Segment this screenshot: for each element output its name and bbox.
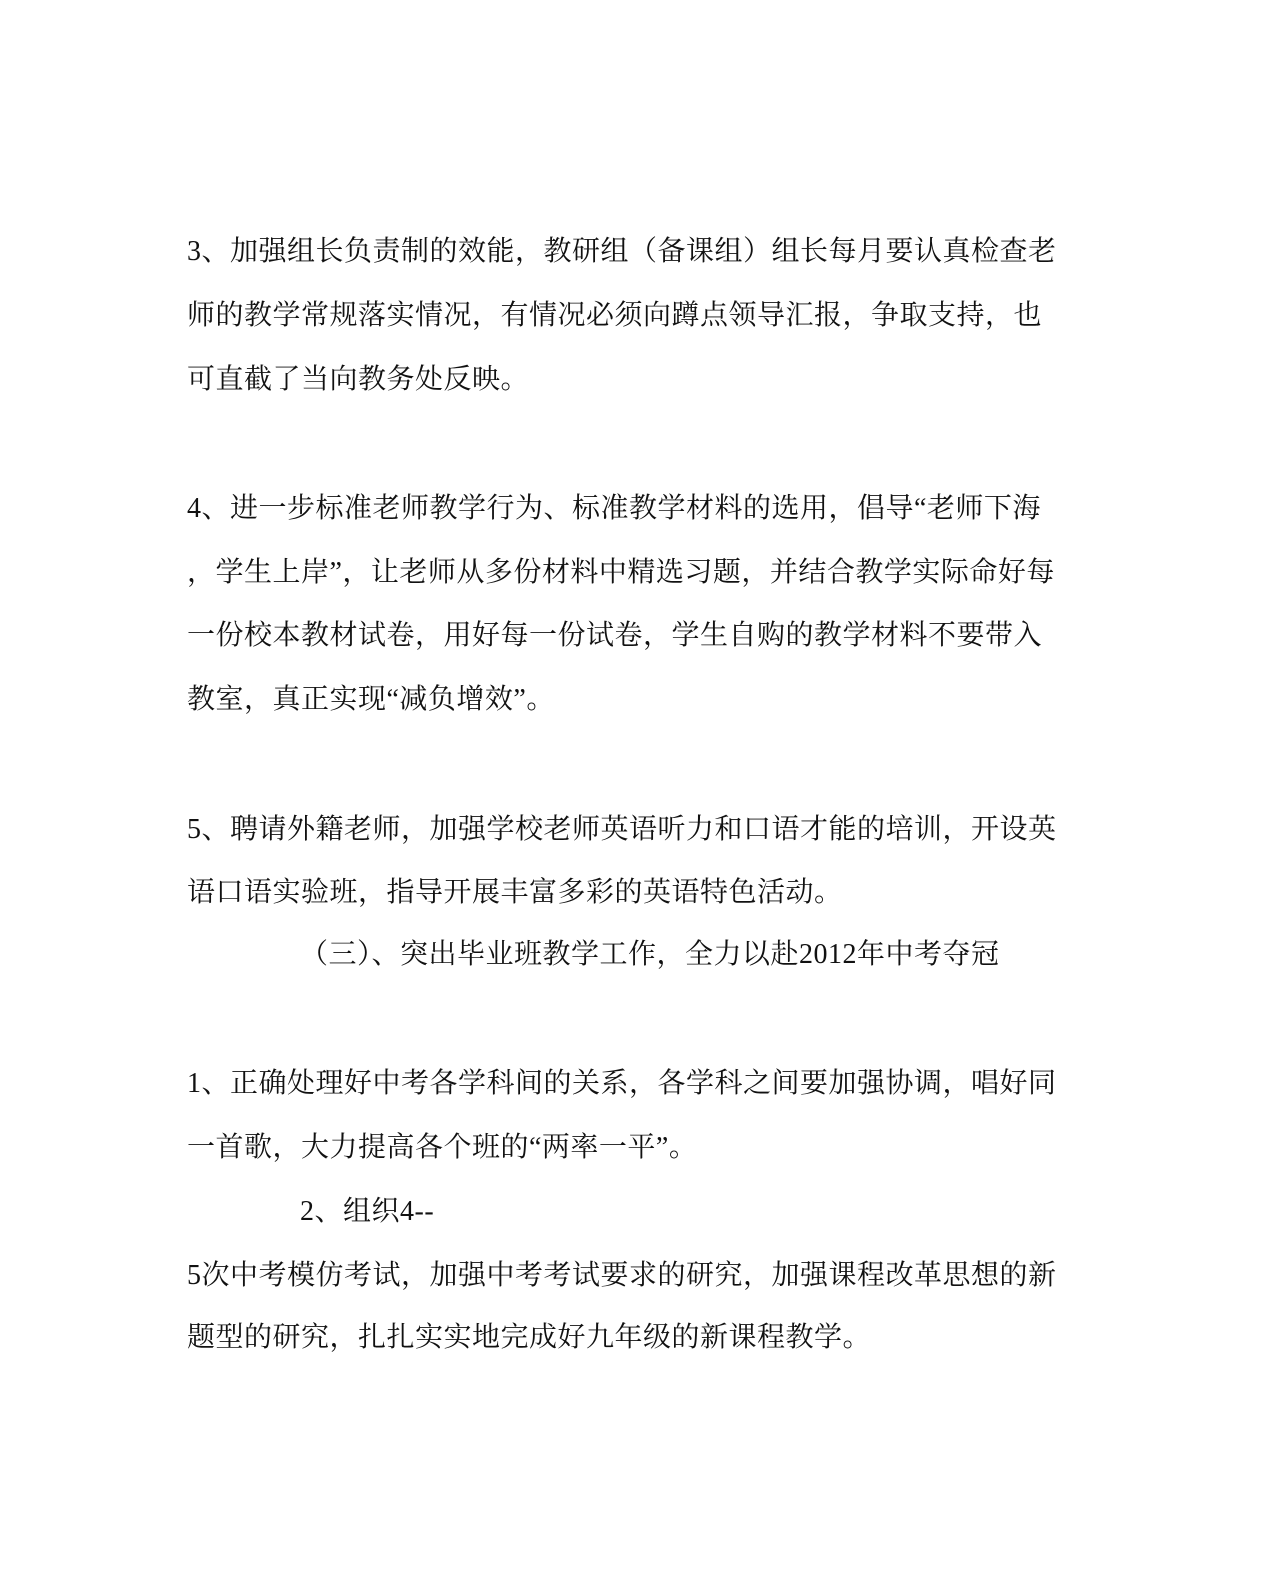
text-line: 2、组织4-- bbox=[300, 1196, 435, 1227]
text-line: ，学生上岸”，让老师从多份材料中精选习题，并结合教学实际命好每 bbox=[187, 557, 1055, 588]
text-line: 语口语实验班，指导开展丰富多彩的英语特色活动。 bbox=[187, 877, 843, 908]
section-heading-text: （三）、突出毕业班教学工作，全力以赴2012年中考夺冠 bbox=[300, 939, 1000, 970]
text-line: 一份校本教材试卷，用好每一份试卷，学生自购的教学材料不要带入 bbox=[187, 620, 1043, 651]
text-line: 5、聘请外籍老师，加强学校老师英语听力和口语才能的培训，开设英 bbox=[187, 814, 1057, 845]
text-line: 可直截了当向教务处反映。 bbox=[187, 364, 530, 395]
text-line: 4、进一步标准老师教学行为、标准教学材料的选用，倡导“老师下海 bbox=[187, 493, 1041, 524]
text-line: 3、加强组长负责制的效能，教研组（备课组）组长每月要认真检查老 bbox=[187, 236, 1057, 267]
text-line: 师的教学常规落实情况，有情况必须向蹲点领导汇报，争取支持，也 bbox=[187, 300, 1043, 331]
text-line: 题型的研究，扎扎实实地完成好九年级的新课程教学。 bbox=[187, 1322, 872, 1353]
text-line: 教室，真正实现“减负增效”。 bbox=[187, 684, 555, 715]
text-line: 1、正确处理好中考各学科间的关系，各学科之间要加强协调，唱好同 bbox=[187, 1068, 1057, 1099]
text-line: 一首歌，大力提高各个班的“两率一平”。 bbox=[187, 1132, 698, 1163]
text-line: 5次中考模仿考试，加强中考考试要求的研究，加强课程改革思想的新 bbox=[187, 1260, 1057, 1291]
